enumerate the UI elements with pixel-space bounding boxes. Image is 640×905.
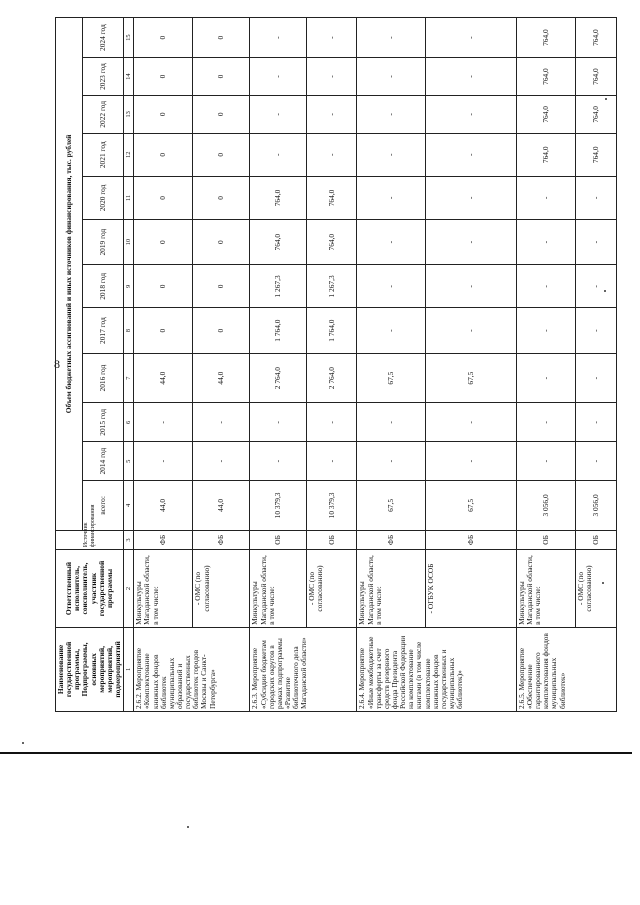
- value-cell: -: [425, 308, 516, 353]
- header-name: Наименование государственной программы, Подпрограммы, основных мероприятий, мероприятий, подмероприятий: [56, 627, 124, 711]
- value-cell: -: [307, 18, 357, 58]
- value-cell: -: [250, 133, 307, 176]
- value-cell: 3 056,0: [516, 481, 575, 531]
- value-cell: -: [357, 176, 425, 219]
- value-cell: 764,0: [516, 95, 575, 133]
- source-cell: ОБ: [307, 530, 357, 549]
- source-cell: ФБ: [357, 530, 425, 549]
- column-number: 8: [124, 308, 134, 353]
- value-cell: 0: [134, 58, 193, 96]
- executor-cell: - ОМС (по согласованию): [193, 550, 250, 628]
- program-financing-table-rotated: [55, 17, 615, 712]
- value-cell: 0: [193, 95, 250, 133]
- measure-name: 2.6.2. Мероприятие «Комплектование книжных фондов библиотек муниципальных образований и государственных библиотек городов Москвы и Санкт-Петербурга»: [134, 627, 250, 711]
- scan-speck: [22, 742, 24, 744]
- value-cell: -: [576, 220, 617, 265]
- scan-speck: [604, 290, 606, 292]
- value-cell: -: [193, 403, 250, 442]
- column-number: 2: [124, 550, 134, 628]
- header-executor: Ответственный исполнитель, соисполнитель, участник государственной программы: [56, 550, 124, 628]
- value-cell: -: [425, 265, 516, 308]
- value-cell: -: [357, 265, 425, 308]
- value-cell: -: [425, 95, 516, 133]
- header-year: 2021 год: [82, 133, 123, 176]
- executor-cell: - ОМС (по согласованию): [307, 550, 357, 628]
- table-row: [193, 18, 250, 712]
- value-cell: 1 267,3: [307, 265, 357, 308]
- table-row: [250, 18, 307, 712]
- header-year: 2024 год: [82, 18, 123, 58]
- value-cell: -: [307, 58, 357, 96]
- value-cell: -: [425, 133, 516, 176]
- header-year: 2023 год: [82, 58, 123, 96]
- table-row: [357, 18, 425, 712]
- source-cell: ОБ: [250, 530, 307, 549]
- value-cell: 10 379,3: [250, 481, 307, 531]
- value-cell: 764,0: [576, 133, 617, 176]
- source-cell: ФБ: [425, 530, 516, 549]
- page-number: 8: [54, 357, 60, 371]
- value-cell: 764,0: [250, 176, 307, 219]
- value-cell: 764,0: [307, 176, 357, 219]
- measure-name: 2.6.5. Мероприятие «Обеспечение гарантированного комплектования фондов муниципальных библиотек»: [516, 627, 616, 711]
- value-cell: 0: [193, 176, 250, 219]
- value-cell: -: [134, 442, 193, 481]
- executor-cell: - ОГБУК ОСОБ: [425, 550, 516, 628]
- value-cell: 44,0: [193, 353, 250, 403]
- value-cell: -: [134, 403, 193, 442]
- financing-table: [55, 17, 617, 712]
- value-cell: -: [357, 95, 425, 133]
- value-cell: 764,0: [307, 220, 357, 265]
- value-cell: -: [576, 403, 617, 442]
- column-number: 14: [124, 58, 134, 96]
- column-number: 7: [124, 353, 134, 403]
- value-cell: 764,0: [516, 58, 575, 96]
- value-cell: 0: [134, 133, 193, 176]
- value-cell: -: [250, 18, 307, 58]
- value-cell: 0: [193, 18, 250, 58]
- value-cell: 764,0: [516, 18, 575, 58]
- value-cell: -: [425, 18, 516, 58]
- value-cell: 2 764,0: [307, 353, 357, 403]
- value-cell: -: [576, 265, 617, 308]
- table-row: [576, 18, 617, 712]
- value-cell: 0: [193, 308, 250, 353]
- header-year: 2017 год: [82, 308, 123, 353]
- value-cell: 0: [134, 220, 193, 265]
- value-cell: -: [516, 308, 575, 353]
- measure-name: 2.6.4. Мероприятие «Иные межбюджетные трансферты за счет средств резервного фонда Президента Российской Федерации на комплектование книгами (в том числе комплектование книжных фондов государственных и муниципальных библиотек)»: [357, 627, 516, 711]
- page-divider-line: [0, 752, 632, 754]
- executor-cell: Минкультуры Магаданской области, в том числе:: [357, 550, 425, 628]
- source-cell: ОБ: [576, 530, 617, 549]
- value-cell: -: [425, 58, 516, 96]
- value-cell: -: [307, 95, 357, 133]
- value-cell: 2 764,0: [250, 353, 307, 403]
- value-cell: -: [576, 442, 617, 481]
- header-year: 2022 год: [82, 95, 123, 133]
- value-cell: 0: [193, 58, 250, 96]
- executor-cell: Минкультуры Магаданской области, в том числе:: [516, 550, 575, 628]
- value-cell: 67,5: [357, 353, 425, 403]
- header-year: 2016 год: [82, 353, 123, 403]
- column-number: 4: [124, 481, 134, 531]
- value-cell: -: [357, 58, 425, 96]
- value-cell: 764,0: [516, 133, 575, 176]
- value-cell: 44,0: [134, 353, 193, 403]
- value-cell: 0: [134, 18, 193, 58]
- table-row: [134, 18, 193, 712]
- source-cell: ФБ: [134, 530, 193, 549]
- column-number: 5: [124, 442, 134, 481]
- column-number: 15: [124, 18, 134, 58]
- header-year: 2019 год: [82, 220, 123, 265]
- value-cell: -: [307, 442, 357, 481]
- scan-speck: [602, 582, 604, 584]
- executor-cell: Минкультуры Магаданской области, в том числе:: [134, 550, 193, 628]
- value-cell: 1 764,0: [250, 308, 307, 353]
- value-cell: 0: [193, 265, 250, 308]
- value-cell: -: [250, 403, 307, 442]
- value-cell: 1 764,0: [307, 308, 357, 353]
- column-number: 12: [124, 133, 134, 176]
- value-cell: 0: [193, 133, 250, 176]
- value-cell: -: [516, 353, 575, 403]
- value-cell: 1 267,3: [250, 265, 307, 308]
- value-cell: -: [425, 176, 516, 219]
- value-cell: -: [357, 403, 425, 442]
- value-cell: -: [516, 265, 575, 308]
- value-cell: -: [193, 442, 250, 481]
- measure-name: 2.6.3. Мероприятие «Субсидии бюджетам городских округов в рамках подпрограммы «Развитие библиотечного дела Магаданской области»: [250, 627, 357, 711]
- column-number: 13: [124, 95, 134, 133]
- value-cell: 764,0: [576, 58, 617, 96]
- column-number: 9: [124, 265, 134, 308]
- table-row: [425, 18, 516, 712]
- table-row: [516, 18, 575, 712]
- source-cell: ФБ: [193, 530, 250, 549]
- value-cell: 67,5: [357, 481, 425, 531]
- source-cell: ОБ: [516, 530, 575, 549]
- value-cell: -: [425, 403, 516, 442]
- header-total: всего:: [82, 481, 123, 531]
- value-cell: -: [250, 442, 307, 481]
- value-cell: 67,5: [425, 353, 516, 403]
- value-cell: 0: [193, 220, 250, 265]
- value-cell: -: [516, 176, 575, 219]
- table-row: [307, 18, 357, 712]
- scan-speck: [187, 826, 189, 828]
- header-source: Источник финансирования: [56, 530, 124, 549]
- value-cell: 0: [134, 176, 193, 219]
- value-cell: -: [357, 18, 425, 58]
- value-cell: -: [516, 220, 575, 265]
- value-cell: -: [576, 176, 617, 219]
- header-year: 2014 год: [82, 442, 123, 481]
- value-cell: -: [576, 308, 617, 353]
- value-cell: -: [250, 95, 307, 133]
- value-cell: -: [307, 403, 357, 442]
- value-cell: 764,0: [576, 18, 617, 58]
- value-cell: 3 056,0: [576, 481, 617, 531]
- value-cell: -: [307, 133, 357, 176]
- value-cell: 764,0: [250, 220, 307, 265]
- value-cell: -: [516, 442, 575, 481]
- value-cell: -: [357, 308, 425, 353]
- value-cell: 0: [134, 95, 193, 133]
- value-cell: 10 379,3: [307, 481, 357, 531]
- value-cell: 0: [134, 308, 193, 353]
- value-cell: 67,5: [425, 481, 516, 531]
- value-cell: 764,0: [576, 95, 617, 133]
- value-cell: -: [425, 220, 516, 265]
- value-cell: -: [357, 220, 425, 265]
- header-year: 2020 год: [82, 176, 123, 219]
- value-cell: -: [516, 403, 575, 442]
- executor-cell: - ОМС (по согласованию): [576, 550, 617, 628]
- column-number: 10: [124, 220, 134, 265]
- value-cell: -: [357, 442, 425, 481]
- value-cell: -: [576, 353, 617, 403]
- column-number: 1: [124, 627, 134, 711]
- column-number: 11: [124, 176, 134, 219]
- value-cell: -: [425, 442, 516, 481]
- header-year: 2015 год: [82, 403, 123, 442]
- value-cell: -: [357, 133, 425, 176]
- value-cell: 0: [134, 265, 193, 308]
- executor-cell: Минкультуры Магаданской области, в том числе:: [250, 550, 307, 628]
- column-number: 3: [124, 530, 134, 549]
- header-budget-group: Объем бюджетных ассигнований и иных источников финансирования, тыс. рублей: [56, 18, 83, 531]
- column-number: 6: [124, 403, 134, 442]
- scan-speck: [605, 98, 607, 100]
- value-cell: -: [250, 58, 307, 96]
- value-cell: 44,0: [134, 481, 193, 531]
- value-cell: 44,0: [193, 481, 250, 531]
- header-year: 2018 год: [82, 265, 123, 308]
